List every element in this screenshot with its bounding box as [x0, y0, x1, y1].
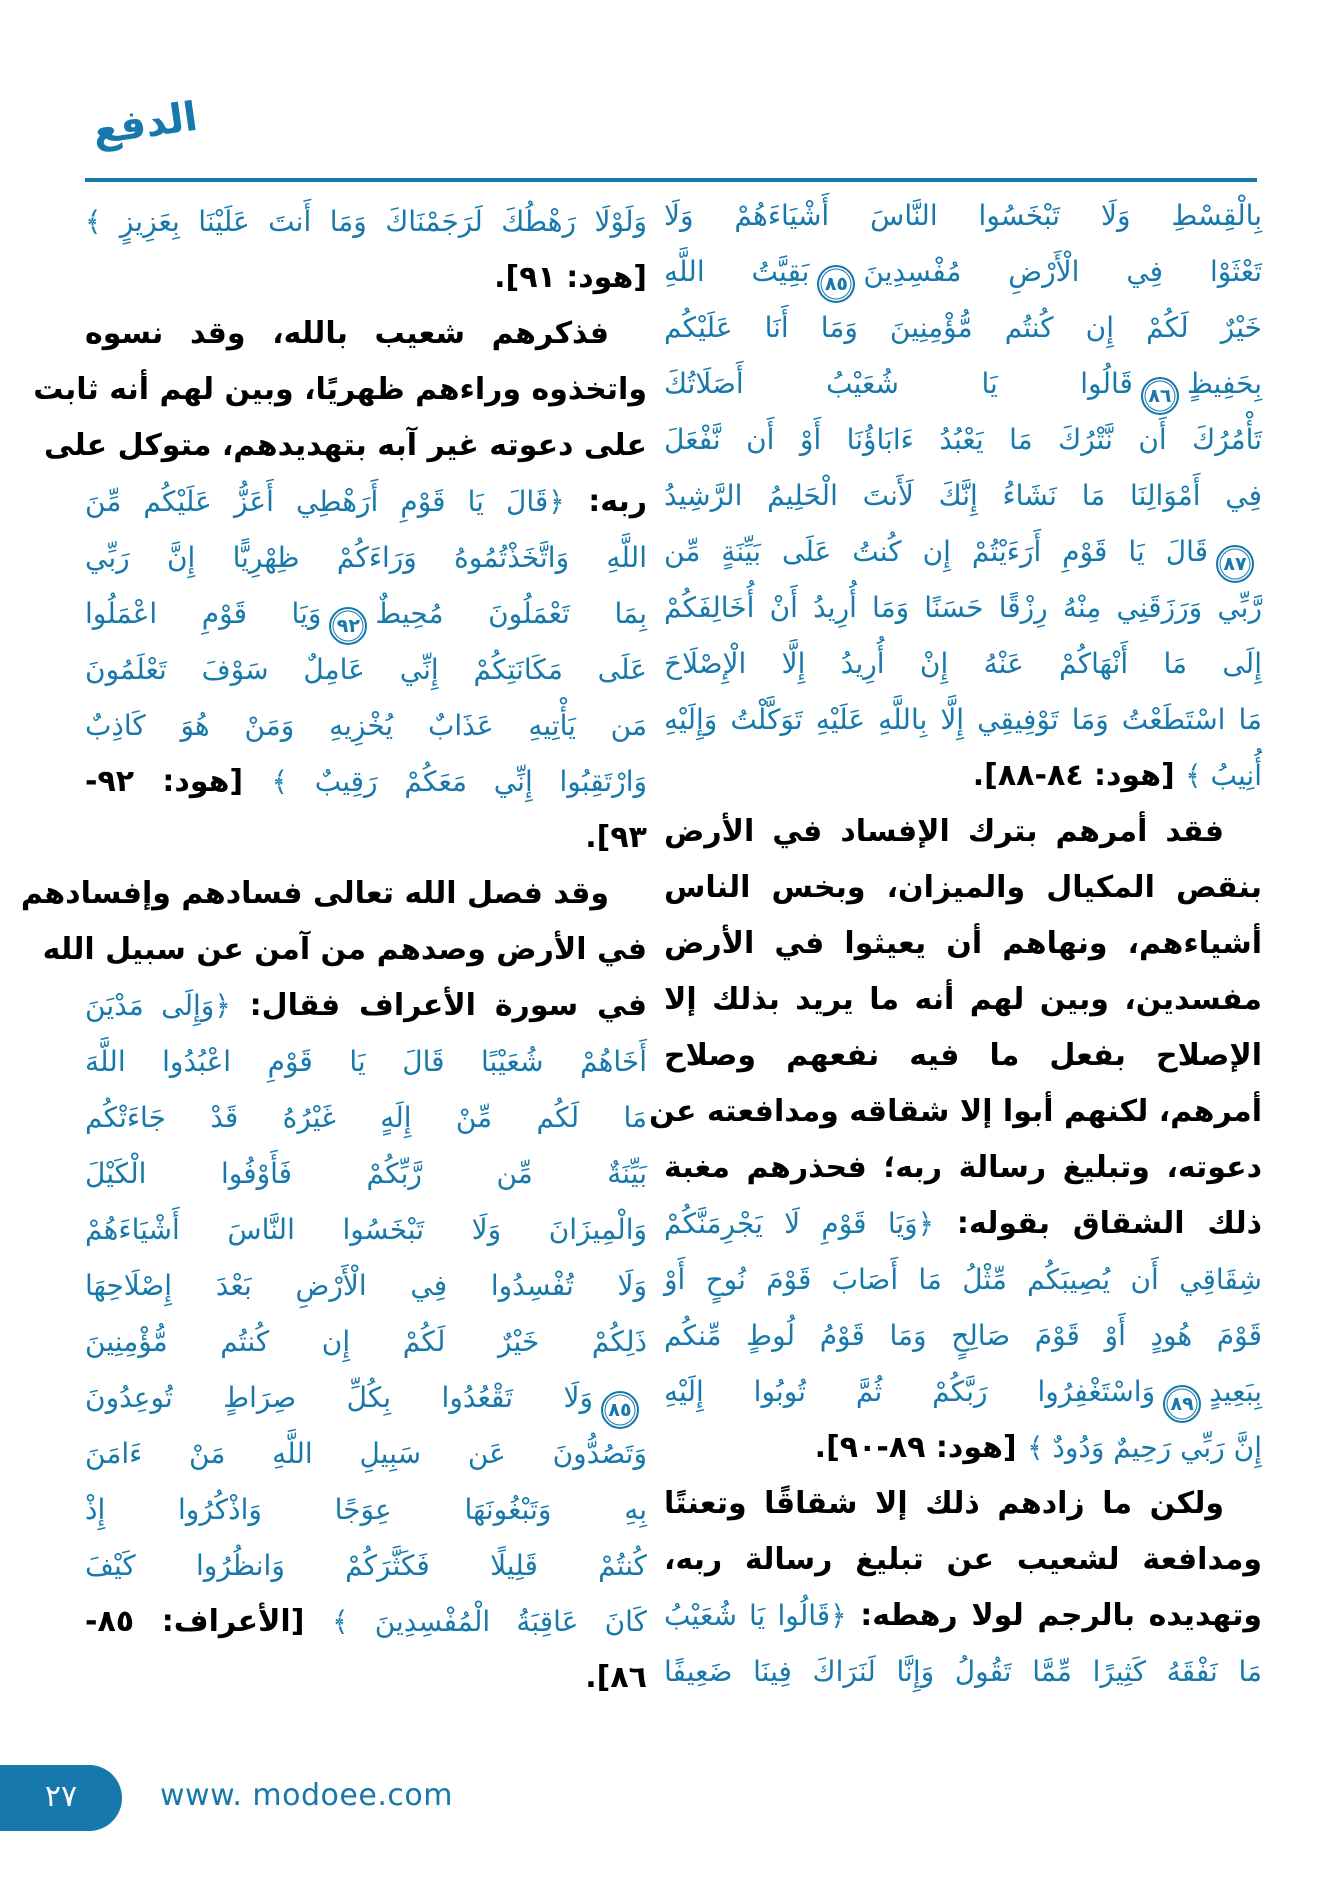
text-line — [85, 810, 647, 866]
quran-text: وَارْتَقِبُوا إِنِّي مَعَكُمْ رَقِيبٌ ﴾ — [271, 765, 648, 798]
website-url: www. modoee.com — [160, 1778, 453, 1813]
quran-text: بِحَفِيظٍ — [1186, 367, 1262, 400]
quran-text: تَأْمُرُكَ أَن نَّتْرُكَ مَا يَعْبُدُ ءَابَاؤُنَا أَوْ أَن نَّفْعَلَ — [664, 423, 1262, 456]
text-line — [664, 524, 1262, 580]
page-number: ٢٧ — [44, 1779, 78, 1814]
quran-text: وَلَا تَقْعُدُوا بِكُلِّ صِرَاطٍ تُوعِدُونَ — [85, 1381, 593, 1414]
text-line — [85, 474, 647, 530]
text-line — [664, 1196, 1262, 1252]
quran-text: وَلَا تُفْسِدُوا فِي الْأَرْضِ بَعْدَ إِصْلَاحِهَا — [85, 1269, 647, 1302]
quran-text: كَانَ عَاقِبَةُ الْمُفْسِدِينَ ﴾ — [332, 1605, 647, 1638]
body-text: واتخذوه وراءهم ظهريًا، وبين لهم أنه ثابت — [33, 372, 647, 407]
quran-text: شِقَاقِي أَن يُصِيبَكُم مِّثْلُ مَا أَصَابَ قَوْمَ نُوحٍ أَوْ — [664, 1263, 1262, 1296]
text-line — [664, 1420, 1262, 1476]
column-left — [20, 194, 648, 1706]
quran-text: بِبَعِيدٍ — [1209, 1375, 1262, 1408]
text-line — [85, 978, 647, 1034]
quran-text: وَيَا قَوْمِ اعْمَلُوا — [85, 597, 322, 630]
quran-text: أَخَاهُمْ شُعَيْبًا قَالَ يَا قَوْمِ اعْبُدُوا اللَّهَ — [85, 1045, 647, 1078]
quran-text: فِي أَمْوَالِنَا مَا نَشَاءُ إِنَّكَ لَأَنتَ الْحَلِيمُ الرَّشِيدُ — [664, 479, 1262, 512]
text-line — [664, 244, 1262, 300]
text-line — [42, 922, 647, 978]
body-text: وقد فصل الله تعالى فسادهم وإفسادهم — [20, 876, 609, 911]
quran-text: أُنِيبُ ﴾ — [1185, 759, 1262, 792]
header-divider-rule — [85, 178, 1257, 182]
column-right — [649, 188, 1263, 1700]
quran-text: خَيْرٌ لَكُمْ إِن كُنتُم مُّؤْمِنِينَ وَمَا أَنَا عَلَيْكُم — [664, 311, 1262, 344]
body-text: ٩٣]. — [585, 820, 647, 855]
quran-text: مَن يَأْتِيهِ عَذَابٌ يُخْزِيهِ وَمَنْ هُوَ كَاذِبٌ — [85, 709, 647, 742]
text-line — [85, 1034, 647, 1090]
ayah-number-marker: ٨٥ — [817, 265, 855, 303]
body-text: ربه: — [564, 484, 647, 519]
ayah-number-marker: ٩٢ — [329, 607, 367, 645]
body-text: [هود: ٩١]. — [494, 260, 647, 295]
text-line — [664, 804, 1262, 860]
text-line — [85, 754, 647, 810]
text-line — [664, 692, 1262, 748]
text-line — [85, 194, 647, 250]
quran-text: وَالْمِيزَانَ وَلَا تَبْخَسُوا النَّاسَ أَشْيَاءَهُمْ — [85, 1213, 647, 1246]
quran-text: ذَلِكُمْ خَيْرٌ لَكُمْ إِن كُنتُم مُّؤْمِنِينَ — [85, 1325, 647, 1358]
quran-text: رَّبِّي وَرَزَقَنِي مِنْهُ رِزْقًا حَسَنًا وَمَا أُرِيدُ أَنْ أُخَالِفَكُمْ — [664, 591, 1262, 624]
body-text: ومدافعة لشعيب عن تبليغ رسالة ربه، — [664, 1542, 1262, 1577]
text-line — [664, 188, 1262, 244]
text-line — [85, 586, 647, 642]
text-line — [664, 1644, 1262, 1700]
body-text: في الأرض وصدهم من آمن عن سبيل الله — [42, 932, 647, 967]
text-line — [85, 1538, 647, 1594]
body-text: [هود: ٨٩-٩٠]. — [814, 1430, 1028, 1465]
text-line — [664, 580, 1262, 636]
quran-text: قَالُوا يَا شُعَيْبُ أَصَلَاتُكَ — [664, 367, 1133, 400]
body-text: ولكن ما زادهم ذلك إلا شقاقًا وتعنتًا — [664, 1486, 1224, 1521]
quran-text: قَوْمَ هُودٍ أَوْ قَوْمَ صَالِحٍ وَمَا قَوْمُ لُوطٍ مِّنكُم — [664, 1319, 1262, 1352]
body-text: في سورة الأعراف فقال: — [230, 988, 648, 1023]
quran-text: بِهِ وَتَبْغُونَهَا عِوَجًا وَاذْكُرُوا إِذْ — [85, 1493, 647, 1526]
body-text: [هود: ٨٤-٨٨]. — [972, 758, 1186, 793]
text-line — [85, 1258, 647, 1314]
quran-text: إِلَى مَا أَنْهَاكُمْ عَنْهُ إِنْ أُرِيدُ إِلَّا الْإِصْلَاحَ — [664, 647, 1262, 680]
text-line — [85, 1370, 647, 1426]
text-line — [664, 748, 1262, 804]
text-line — [664, 468, 1262, 524]
text-line — [33, 362, 647, 418]
text-line — [85, 250, 647, 306]
text-line — [664, 1532, 1262, 1588]
text-line — [85, 1426, 647, 1482]
text-line — [85, 642, 647, 698]
body-text: ذلك الشقاق بقوله: — [934, 1206, 1263, 1241]
body-text: أشياءهم، ونهاهم أن يعيثوا في الأرض — [664, 926, 1262, 961]
body-text: وتهديده بالرجم لولا رهطه: — [846, 1598, 1262, 1633]
body-text: الإصلاح بفعل ما فيه نفعهم وصلاح — [664, 1038, 1262, 1073]
body-text: [الأعراف: ٨٥- — [85, 1604, 333, 1639]
quran-text: مَا اسْتَطَعْتُ وَمَا تَوْفِيقِي إِلَّا بِاللَّهِ عَلَيْهِ تَوَكَّلْتُ وَإِلَيْهِ — [664, 703, 1262, 736]
text-line — [664, 636, 1262, 692]
quran-text: بِالْقِسْطِ وَلَا تَبْخَسُوا النَّاسَ أَشْيَاءَهُمْ وَلَا — [664, 199, 1262, 232]
text-line — [664, 972, 1262, 1028]
quran-text: وَتَصُدُّونَ عَن سَبِيلِ اللَّهِ مَنْ ءَامَنَ — [85, 1437, 647, 1470]
quran-text: تَعْثَوْا فِي الْأَرْضِ مُفْسِدِينَ — [863, 255, 1262, 288]
text-line — [664, 1252, 1262, 1308]
quran-text: اللَّهِ وَاتَّخَذْتُمُوهُ وَرَاءَكُمْ ظِهْرِيًّا إِنَّ رَبِّي — [85, 541, 647, 574]
text-line — [85, 306, 647, 362]
body-text: دعوته، وتبليغ رسالة ربه؛ فحذرهم مغبة — [664, 1150, 1262, 1185]
text-line — [664, 1140, 1262, 1196]
quran-text: مَا نَفْقَهُ كَثِيرًا مِّمَّا تَقُولُ وَإِنَّا لَنَرَاكَ فِينَا ضَعِيفًا — [664, 1655, 1262, 1688]
quran-text: كُنتُمْ قَلِيلًا فَكَثَّرَكُمْ وَانظُرُوا كَيْفَ — [85, 1549, 647, 1582]
body-text: [هود: ٩٢- — [85, 764, 272, 799]
text-line — [85, 1314, 647, 1370]
quran-text: مَا لَكُم مِّنْ إِلَهٍ غَيْرُهُ قَدْ جَاءَتْكُم — [85, 1101, 647, 1134]
body-text: فذكرهم شعيب بالله، وقد نسوه — [85, 316, 609, 351]
ayah-number-marker: ٨٥ — [601, 1391, 639, 1429]
text-line — [85, 698, 647, 754]
ayah-number-marker: ٨٩ — [1163, 1385, 1201, 1423]
ayah-number-marker: ٨٦ — [1141, 377, 1179, 415]
text-line — [85, 1650, 647, 1706]
quran-text: ﴿قَالَ يَا قَوْمِ أَرَهْطِي أَعَزُّ عَلَيْكُم مِّنَ — [85, 485, 565, 518]
text-line — [85, 1202, 647, 1258]
quran-text: بَقِيَّتُ اللَّهِ — [664, 255, 810, 288]
text-line — [85, 1594, 647, 1650]
ayah-number-marker: ٨٧ — [1216, 545, 1254, 583]
text-line — [85, 1146, 647, 1202]
text-line — [44, 418, 647, 474]
quran-text: إِنَّ رَبِّي رَحِيمٌ وَدُودٌ ﴾ — [1027, 1431, 1262, 1464]
text-line — [664, 1028, 1262, 1084]
text-line — [664, 1364, 1262, 1420]
body-text: على دعوته غير آبه بتهديدهم، متوكل على — [44, 428, 647, 463]
chapter-header-title: الدفع — [89, 93, 201, 154]
quran-text: وَاسْتَغْفِرُوا رَبَّكُمْ ثُمَّ تُوبُوا إِلَيْهِ — [664, 1375, 1156, 1408]
text-line — [664, 1308, 1262, 1364]
quran-text: ﴿وَيَا قَوْمِ لَا يَجْرِمَنَّكُمْ — [664, 1207, 935, 1240]
text-line — [664, 412, 1262, 468]
text-line — [85, 1090, 647, 1146]
body-text: ٨٦]. — [585, 1660, 647, 1695]
quran-text: قَالَ يَا قَوْمِ أَرَءَيْتُمْ إِن كُنتُ عَلَى بَيِّنَةٍ مِّن — [664, 535, 1208, 568]
quran-text: ﴿وَإِلَى مَدْيَنَ — [85, 989, 231, 1022]
quran-text: عَلَى مَكَانَتِكُمْ إِنِّي عَامِلٌ سَوْفَ تَعْلَمُونَ — [85, 653, 647, 686]
text-line — [664, 916, 1262, 972]
quran-text: بَيِّنَةٌ مِّن رَّبِّكُمْ فَأَوْفُوا الْكَيْلَ — [85, 1157, 647, 1190]
quran-text: ﴿قَالُوا يَا شُعَيْبُ — [664, 1599, 847, 1632]
footer-page-badge — [0, 1765, 122, 1831]
body-text: مفسدين، وبين لهم أنه ما يريد بذلك إلا — [664, 982, 1262, 1017]
body-text: أمرهم، لكنهم أبوا إلا شقاقه ومدافعته عن — [649, 1094, 1262, 1129]
text-line — [664, 300, 1262, 356]
text-line — [664, 356, 1262, 412]
text-line — [664, 1588, 1262, 1644]
body-text: فقد أمرهم بترك الإفساد في الأرض — [664, 814, 1224, 849]
text-line — [664, 1476, 1262, 1532]
text-line — [85, 1482, 647, 1538]
text-line — [649, 1084, 1262, 1140]
body-text: بنقص المكيال والميزان، وبخس الناس — [664, 870, 1262, 905]
quran-text: بِمَا تَعْمَلُونَ مُحِيطٌ — [375, 597, 647, 630]
text-line — [85, 530, 647, 586]
text-line — [664, 860, 1262, 916]
quran-text: وَلَوْلَا رَهْطُكَ لَرَجَمْنَاكَ وَمَا أَنتَ عَلَيْنَا بِعَزِيزٍ ﴾ — [85, 205, 647, 238]
text-line — [20, 866, 647, 922]
